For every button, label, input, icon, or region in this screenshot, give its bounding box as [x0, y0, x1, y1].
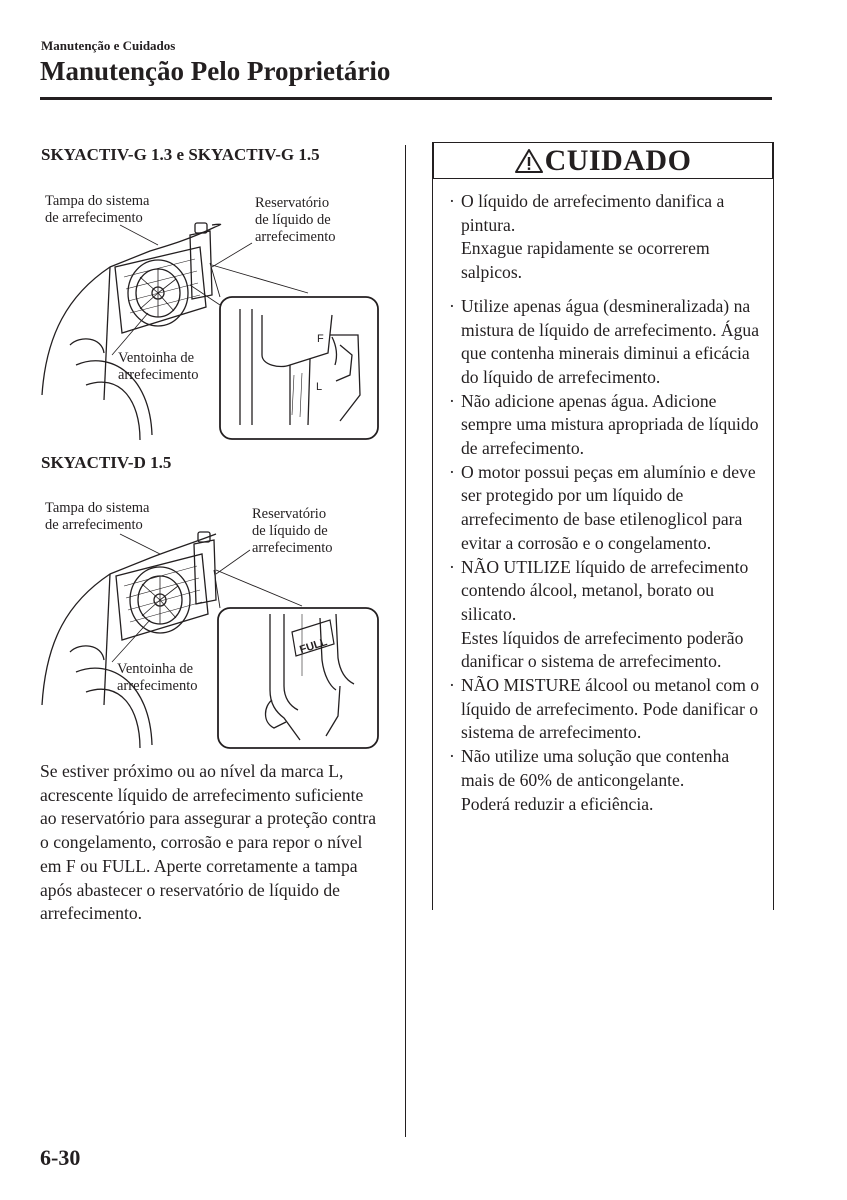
- caution-item: [449, 556, 763, 675]
- caution-item-text: Não utilize uma solução que contenha mais de 60% de anticongelante.: [461, 746, 730, 790]
- caution-item-text: O líquido de arrefecimento danifica a pintura.: [461, 191, 725, 235]
- bullet-marker: ·: [449, 556, 455, 577]
- caution-item: [449, 461, 763, 556]
- caution-item-text: Poderá reduzir a eficiência.: [461, 793, 654, 814]
- caution-item-text: Não adicione apenas água. Adicione sempre uma mistura apropriada de líquido de arrefecimento.: [461, 390, 759, 459]
- bullet-marker: ·: [449, 295, 455, 316]
- chapter-header: Manutenção e Cuidados: [41, 38, 176, 53]
- caution-item: [449, 674, 763, 745]
- caution-item-text: NÃO UTILIZE líquido de arrefecimento contendo álcool, metanol, borato ou silicato.: [461, 556, 749, 624]
- caution-item-text: O motor possui peças em alumínio e deve ser protegido por um líquido de arrefecimento de base etilenoglicol para evitar a corrosão e o congelamento.: [461, 461, 756, 553]
- caution-item-text: Enxague rapidamente se ocorrerem salpicos.: [461, 238, 710, 283]
- bullet-marker: ·: [449, 746, 455, 767]
- figure2-label-fan: Ventoinha de arrefecimento: [117, 661, 198, 694]
- caution-item: [449, 190, 763, 285]
- caution-header: [433, 142, 773, 179]
- figure2-label-reservoir: Reservatório de líquido de arrefecimento: [252, 506, 333, 556]
- title-rule: [40, 97, 772, 100]
- figure1-label-fan: Ventoinha de arrefecimento: [118, 350, 199, 383]
- bullet-marker: ·: [449, 461, 455, 482]
- figure2-heading: SKYACTIV-D 1.5: [41, 453, 172, 472]
- figure1-label-reservoir: Reservatório de líquido de arrefecimento: [255, 195, 336, 245]
- bullet-marker: ·: [449, 675, 455, 696]
- reservoir-outline: [190, 231, 212, 299]
- figure2-inset: [218, 608, 378, 748]
- column-divider: [405, 145, 406, 1137]
- reservoir-outline: [194, 540, 216, 604]
- figure1-heading: SKYACTIV-G 1.3 e SKYACTIV-G 1.5: [41, 145, 320, 164]
- figure1-label-cap: Tampa do sistema de arrefecimento: [45, 193, 150, 226]
- body-paragraph: Se estiver próximo ou ao nível da marca L, acrescente líquido de arrefecimento suficiente ao reservatório para assegurar a proteção contra o congelamento, corrosão e para repor o nível em F ou FULL. Aperte corretamente a tampa após abastecer o reservatório de líquido de arrefecimento.: [40, 761, 377, 924]
- caution-item: [449, 390, 763, 461]
- bullet-marker: ·: [449, 390, 455, 411]
- figure1-mark-l: L: [316, 381, 323, 393]
- caution-item-text: Estes líquidos de arrefecimento poderão danificar o sistema de arrefecimento.: [461, 627, 744, 672]
- figure2-label-cap: Tampa do sistema de arrefecimento: [45, 500, 150, 533]
- figure1-inset: [220, 297, 378, 439]
- figure2-mark-full: FULL: [298, 636, 329, 657]
- caution-item-text: Utilize apenas água (desmineralizada) na mistura de líquido de arrefecimento. Água que contenha minerais diminui a eficácia do líquido de arrefecimento.: [461, 295, 760, 387]
- bullet-marker: ·: [449, 191, 455, 211]
- caution-item: [449, 295, 763, 390]
- caution-list: [433, 179, 773, 816]
- caution-item: [449, 745, 763, 816]
- warning-triangle-icon: [515, 148, 543, 174]
- figure1-mark-f: F: [317, 333, 324, 345]
- page-title: Manutenção Pelo Proprietário: [40, 56, 391, 86]
- page-number: 6-30: [40, 1145, 81, 1170]
- caution-title: CUIDADO: [544, 143, 692, 177]
- caution-box: [432, 142, 774, 910]
- caution-item-text: NÃO MISTURE álcool ou metanol com o líquido de arrefecimento. Pode danificar o sistema de arrefecimento.: [461, 675, 760, 743]
